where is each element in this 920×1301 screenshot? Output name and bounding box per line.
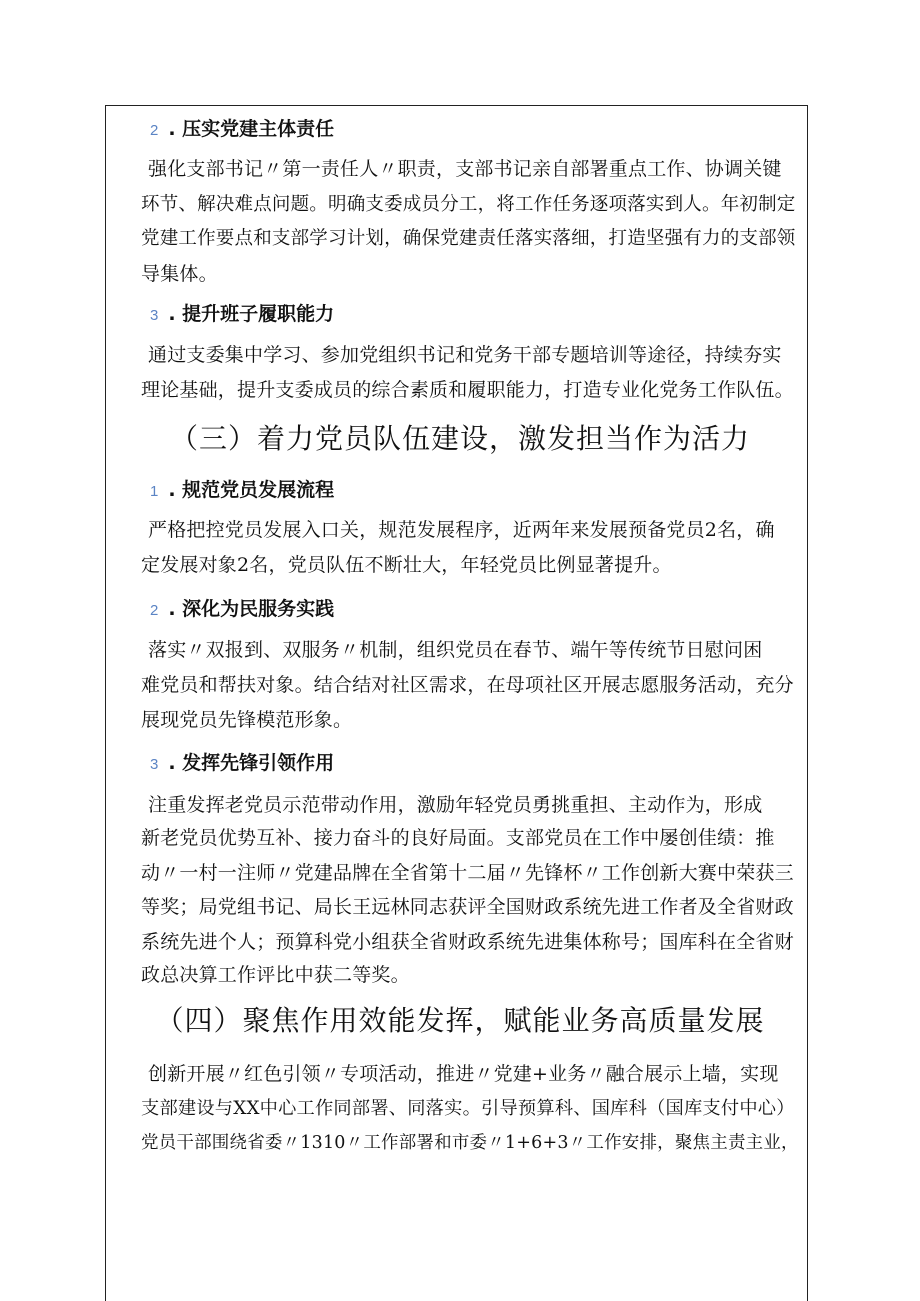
subheading (150, 478, 334, 504)
paragraph-line: 导集体。 (141, 263, 218, 285)
paragraph-line: 创新开展〃红色引领〃专项活动，推进〃党建+业务〃融合展示上墙，实现 (148, 1063, 779, 1085)
paragraph-line: 动〃一村一注师〃党建品牌在全省第十二届〃先锋杯〃工作创新大赛中荣获三 (141, 862, 794, 884)
subheading-title: . 发挥先锋引领作用 (168, 752, 335, 774)
paragraph-line: 定发展对象2名，党员队伍不断壮大，年轻党员比例显著提升。 (141, 554, 672, 576)
subheading-title: . 提升班子履职能力 (168, 303, 335, 325)
item-number: 1 (150, 483, 159, 500)
subheading-title: . 规范党员发展流程 (168, 479, 335, 501)
subheading-title: . 压实党建主体责任 (168, 118, 335, 140)
item-number: 3 (150, 307, 159, 324)
subheading (150, 597, 334, 623)
paragraph-line: 理论基础，提升支委成员的综合素质和履职能力，打造专业化党务工作队伍。 (141, 379, 794, 401)
paragraph-line: 强化支部书记〃第一责任人〃职责，支部书记亲自部署重点工作、协调关键 (148, 158, 782, 180)
paragraph-line: 难党员和帮扶对象。结合结对社区需求，在母项社区开展志愿服务活动，充分 (141, 674, 794, 696)
paragraph-line: 新老党员优势互补、接力奋斗的良好局面。支部党员在工作中屡创佳绩：推 (141, 827, 775, 849)
paragraph-line: 党建工作要点和支部学习计划，确保党建责任落实落细，打造坚强有力的支部领 (141, 228, 796, 249)
paragraph-line: 党员干部围绕省委〃1310〃工作部署和市委〃1+6+3〃工作安排，聚焦主责主业， (141, 1133, 799, 1153)
paragraph-line: 严格把控党员发展入口关，规范发展程序，近两年来发展预备党员2名，确 (148, 519, 775, 541)
paragraph-line: 等奖；局党组书记、局长王远林同志获评全国财政系统先进工作者及全省财政 (141, 896, 794, 918)
section-heading: （四）聚焦作用效能发挥，赋能业务高质量发展 (155, 1004, 765, 1037)
paragraph-line: 注重发挥老党员示范带动作用，激励年轻党员勇挑重担、主动作为，形成 (148, 794, 763, 816)
paragraph-line: 支部建设与XX中心工作同部署、同落实。引导预算科、国库科（国库支付中心） (141, 1098, 795, 1119)
subheading (150, 117, 334, 143)
paragraph-line: 落实〃双报到、双服务〃机制，组织党员在春节、端午等传统节日慰问困 (148, 639, 763, 661)
item-number: 2 (150, 122, 159, 139)
paragraph-line: 环节、解决难点问题。明确支委成员分工，将工作任务逐项落实到人。年初制定 (141, 194, 796, 215)
section-heading: （三）着力党员队伍建设，激发担当作为活力 (169, 422, 750, 455)
paragraph-line: 通过支委集中学习、参加党组织书记和党务干部专题培训等途径，持续夯实 (148, 344, 782, 366)
paragraph-line: 政总决算工作评比中获二等奖。 (141, 964, 410, 986)
subheading (150, 751, 334, 777)
paragraph-line: 系统先进个人；预算科党小组获全省财政系统先进集体称号；国库科在全省财 (141, 931, 794, 953)
subheading-title: . 深化为民服务实践 (168, 598, 335, 620)
item-number: 2 (150, 602, 159, 619)
paragraph-line: 展现党员先锋模范形象。 (141, 709, 353, 731)
item-number: 3 (150, 756, 159, 773)
subheading (150, 302, 334, 328)
